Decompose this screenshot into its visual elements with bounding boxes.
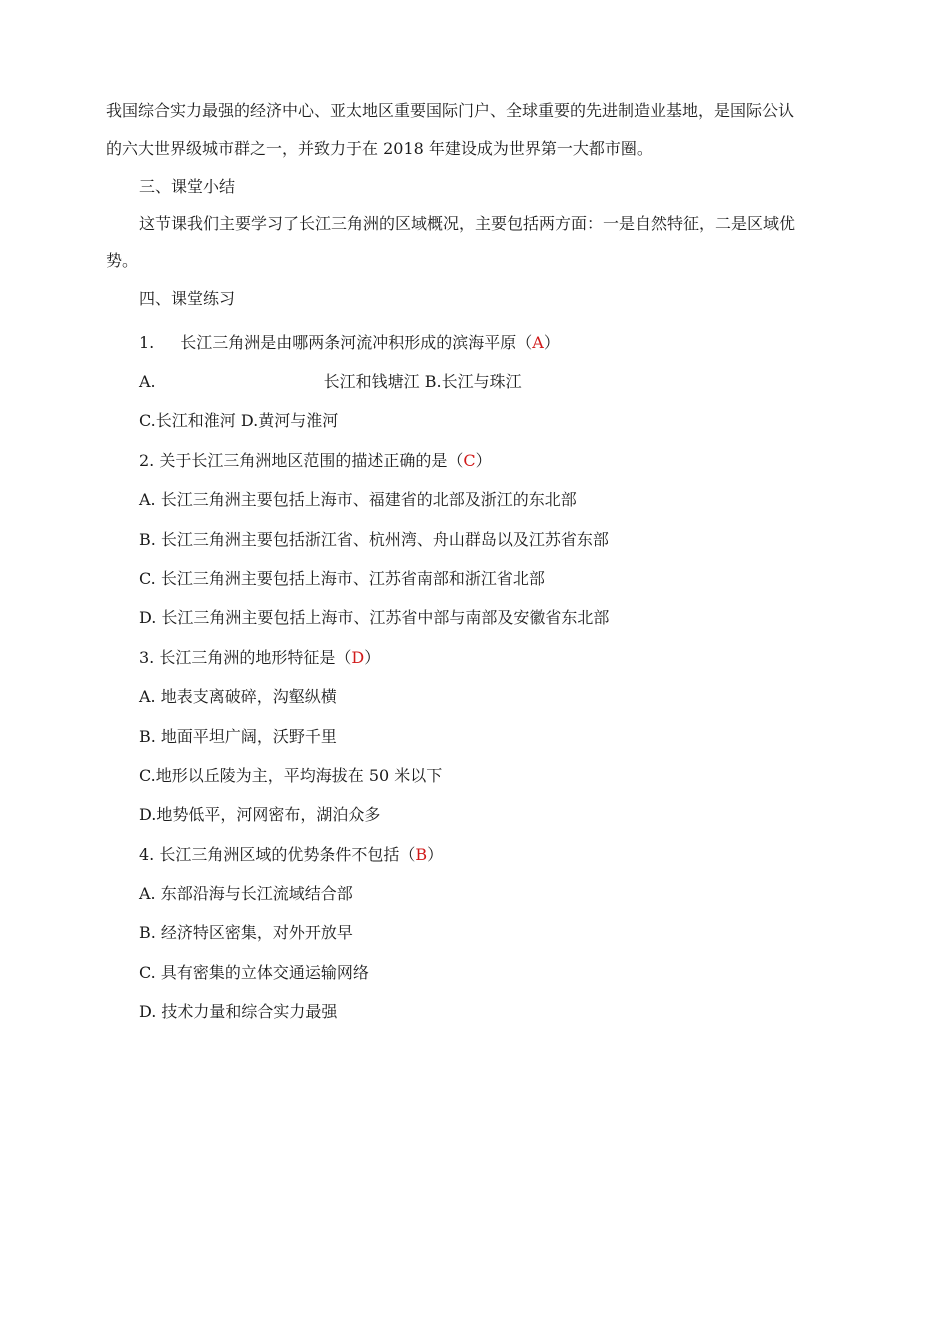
question-3-option-d: D.地势低平，河网密布，湖泊众多 [139, 805, 381, 824]
question-1-options-cd: C.长江和淮河 D.黄河与淮河 [139, 411, 339, 430]
question-2-answer: C [463, 451, 476, 470]
question-3-close: ） [364, 648, 381, 667]
question-1 [139, 331, 560, 355]
question-4-option-b: B. 经济特区密集，对外开放早 [139, 923, 353, 942]
question-3 [139, 646, 380, 670]
question-3-option-c: C.地形以丘陵为主，平均海拔在 50 米以下 [139, 766, 443, 785]
question-3-answer: D [351, 648, 365, 667]
summary-line-2: 势。 [106, 251, 139, 270]
question-2 [139, 449, 492, 473]
question-4-option-a: A. 东部沿海与长江流域结合部 [139, 884, 353, 903]
question-2-option-d: D. 长江三角洲主要包括上海市、江苏省中部与南部及安徽省东北部 [139, 608, 610, 627]
question-1-stem: 长江三角洲是由哪两条河流冲积形成的滨海平原（ [180, 333, 533, 352]
question-3-stem: 3. 长江三角洲的地形特征是（ [139, 648, 352, 667]
option-a-label: A. [139, 372, 156, 391]
question-4-option-d: D. 技术力量和综合实力最强 [139, 1002, 338, 1021]
practice-heading: 四、课堂练习 [139, 289, 236, 308]
question-2-option-c: C. 长江三角洲主要包括上海市、江苏省南部和浙江省北部 [139, 569, 545, 588]
question-2-option-b: B. 长江三角洲主要包括浙江省、杭州湾、舟山群岛以及江苏省东部 [139, 530, 609, 549]
intro-line-1: 我国综合实力最强的经济中心、亚太地区重要国际门户、全球重要的先进制造业基地，是国际公认 [106, 101, 795, 120]
question-1-number: 1. [139, 333, 155, 352]
question-1-close: ） [543, 333, 560, 352]
question-4-option-c: C. 具有密集的立体交通运输网络 [139, 963, 369, 982]
question-4 [139, 843, 443, 867]
question-1-answer: A [532, 333, 544, 352]
question-3-option-a: A. 地表支离破碎，沟壑纵横 [139, 687, 337, 706]
intro-line-2: 的六大世界级城市群之一，并致力于在 2018 年建设成为世界第一大都市圈。 [106, 139, 653, 158]
question-1-options-ab [139, 370, 522, 394]
question-4-close: ） [427, 845, 444, 864]
question-3-option-b: B. 地面平坦广阔，沃野千里 [139, 727, 337, 746]
summary-heading: 三、课堂小结 [139, 177, 236, 196]
summary-line-1: 这节课我们主要学习了长江三角洲的区域概况，主要包括两方面：一是自然特征，二是区域优 [139, 214, 796, 233]
question-2-close: ） [475, 451, 492, 470]
option-ab-text: 长江和钱塘江 B.长江与珠江 [323, 372, 522, 391]
question-2-stem: 2. 关于长江三角洲地区范围的描述正确的是（ [139, 451, 464, 470]
question-4-answer: B [415, 845, 428, 864]
question-4-stem: 4. 长江三角洲区域的优势条件不包括（ [139, 845, 416, 864]
question-2-option-a: A. 长江三角洲主要包括上海市、福建省的北部及浙江的东北部 [139, 490, 577, 509]
